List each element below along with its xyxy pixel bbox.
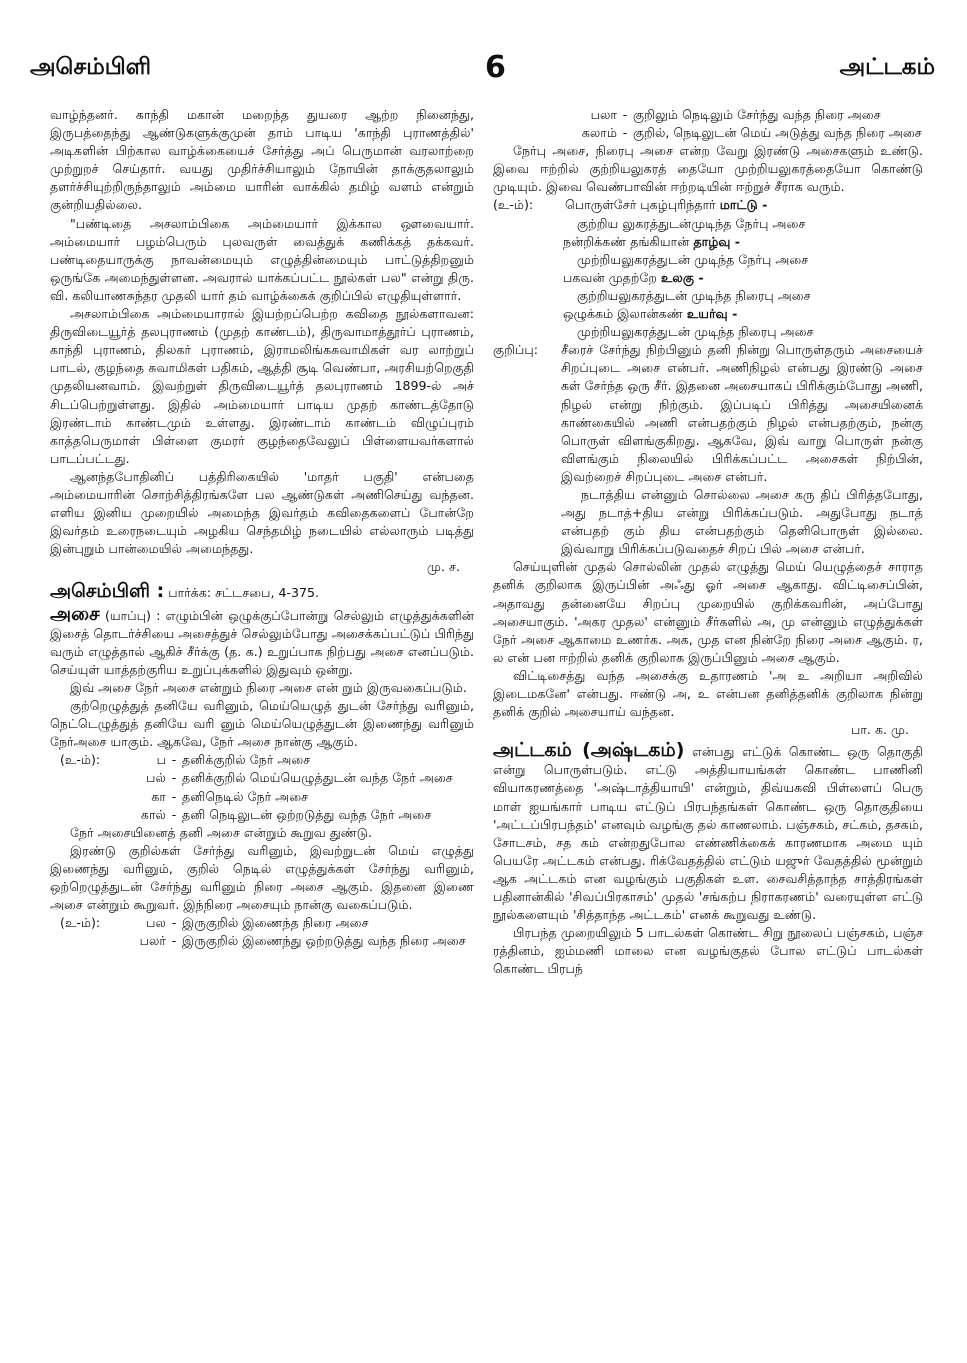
author-initials: பா. க. மு. [850, 722, 909, 738]
page-number: 6 [485, 50, 506, 85]
example-row [50, 932, 474, 950]
example-desc: குற்றிய லுகரத்துடன்முடிந்த நேர்பு அசை [577, 215, 806, 231]
verse-line: நன்றிக்கண் தங்கியான் [563, 233, 690, 249]
paragraph: இரண்டு குறில்கள் சேர்ந்து வரினும், இவற்றுடன் மெய் எழுத்து இணைந்து வரினும், குறில் நெடில் எழுத்துக்கள் சேர்ந்து வரினும், ஒற்றெழுத்துடன் சேர்ந்து வரினும் நிரை அசை ஆகும். இதனை இணை அசை என்றும் கூறுவர். இந்நிரை அசையும் நான்கு வகைப்படும். [50, 842, 474, 913]
example-label: (உ-ம்): [493, 197, 534, 213]
entry-title: அசெம்பிளி : [50, 580, 165, 603]
page-header [30, 50, 935, 98]
paragraph: செய்யுளின் முதல் சொல்லின் முதல் எழுத்து மெய் யெழுத்தைச் சாராத தனிக் குறிலாக இருப்பின் அஃது ஓர் அசை ஆகாது. விட்டிசைப்பின், அதாவது தன்னையே சிறப்பு முறையில் குறிக்கவரின், அப்போது அசையாகும். 'அகர முதல' என்னும் சீர்களில் அ, மு என்னும் எழுத்துக்கள் நேர் அசை ஆகாமை உணர்க. அக, முத என நின்றே நிரை அசை ஆகும். ர, ல என் பன ஈற்றில் தனிக் குறிலாக இருப்பினும் அசை ஆகும். [493, 559, 923, 665]
paragraph: ஆனந்தபோதினிப் பத்திரிகையில் 'மாதர் பகுதி' என்பதை அம்மையாரின் சொற்சித்திரங்களே பல ஆண்டுகள் அணிசெய்து வந்தன. எளிய இனிய முறையில் அமைந்த இவர்தம் கவிதைகளைப் போன்றே இவர்தம் உரைநடையும் அழகிய செந்தமிழ் நடையில் எல்லாரும் படித்து இன்புறும் பான்மையில் அமைந்தது. [50, 468, 474, 557]
dash: - [171, 933, 177, 949]
author-initials: மு. ச. [427, 559, 460, 575]
example-desc: தனிநெடில் நேர் அசை [182, 788, 309, 804]
example-term: பலர் [139, 933, 166, 949]
example-row [50, 914, 474, 932]
entry-text: என்பது எட்டுக் கொண்ட ஒரு தொகுதி என்று பொருள்படும். எட்டு அத்தியாயங்கள் கொண்ட பாணினி வியாகரணத்தை 'அஷ்டாத்தியாயி' என்றும், திவ்யகவி பிள்ளைப் பெரு மாள் ஐயங்கார் பாடிய எட்டுப் பிரபந்தங்கள் கொண்ட ஒரு தொகுதியை 'அட்டப்பிரபந்தம்' எனவும் வழங்கு தல் காணலாம். பஞ்சகம், சட்கம், தசகம், சோடசம், சத கம் என்றதுபோல எண்ணிக்கைக் காரணமாக அமை யும் பெயரே அட்டகம் என்பது. ரிக்வேதத்தில் எட்டும் யஜுர் வேதத்தில் மூன்றும் ஆக அட்டகம் என வழங்கும் பகுதிகள் உள. சைவசித்தாந்த சாத்திரங்கள் பதினான்கில் 'சிவப்பிரகாசம்' முதல் 'சங்கற்ப நிராகரணம்' வரையுள்ள எட்டு நூல்களையும் 'சித்தாந்த அட்டகம்' எனக் கூறுவது உண்டு. [493, 744, 923, 923]
header-right-keyword: அட்டகம் [839, 54, 935, 80]
example-term: பலா [590, 107, 617, 122]
example-label: (உ-ம்): [60, 752, 101, 768]
example-row [50, 751, 474, 769]
example-desc: குற்றியலுகரத்துடன் முடிந்த நிரைபு அசை [577, 287, 811, 303]
verse-line: பகவன் முதற்றே [563, 269, 657, 285]
left-column [50, 106, 474, 1351]
entry-title: அசை [50, 602, 100, 625]
dash: - [171, 770, 177, 786]
right-column [493, 106, 923, 1351]
example-line [493, 196, 923, 214]
example-line [493, 305, 923, 323]
example-desc: குறிலும் நெடிலும் சேர்ந்து வந்த நிரை அசை [633, 107, 881, 122]
paragraph: நேர்பு அசை, நிரைபு அசை என்ற வேறு இரண்டு அசைகளும் உண்டு. இவை ஈற்றில் குற்றியலுகரத் தையோ முற்றியலுகரத்தையோ கொண்டு முடியும். இவை வெண்பாவின் ஈற்றடியின் ஈற்றுச் சீராக வரும். [493, 143, 923, 195]
paragraph: அசலாம்பிகை அம்மையாரால் இயற்றப்பெற்ற கவிதை நூல்களாவன: திருவிடையூர்த் தலபுராணம் (முதற் காண்டம்), திருவாமாத்தூர்ப் புராணம், காந்தி புராணம், திலகர் புராணம், இராமலிங்கசுவாமிகள் வர லாற்றுப் பாடல், குழந்தை சுவாமிகள் பதிகம், ஆத்தி சூடி வெண்பா, அரசியற்றெகுதி முதலியனவாம். இவற்றுள் திருவிடையூர்த் தலபுராணம் 1899-ல் அச் சிடப்பெற்றுள்ளது. இதில் அம்மையார் பாடிய முதற் காண்டத்தோடு இரண்டாம் காண்டமும் உள்ளது. இரண்டாம் காண்டம் விழுப்புரம் காத்தபெருமாள் பிள்ளை குமரர் குழந்தைவேலுப் பிள்ளையவர்களால் பாடப்பட்டது. [50, 306, 474, 466]
example-term: கலாம் [581, 125, 617, 141]
paragraph: விட்டிசைத்து வந்த அசைக்கு உதாரணம் 'அ உ அறியா அறிவில் இடைமகனே' என்பது. ஈண்டு அ, உ என்பன தனித்தனிக் குறிலாக நின்று தனிக் குறில் அசையாய் வந்தன. [493, 667, 923, 720]
verse-word: தாழ்வு - [693, 233, 741, 249]
dash: - [171, 752, 177, 768]
example-term: ப [156, 752, 166, 768]
verse-line: ஒழுக்கம் இலான்கண் [563, 306, 683, 322]
example-desc: தனிக்குறில் மெய்யெழுத்துடன் வந்த நேர் அசை [182, 770, 453, 786]
header-left-keyword: அசெம்பிளி [30, 54, 152, 80]
dash: - [622, 125, 628, 141]
example-block [493, 196, 923, 341]
example-label: (உ-ம்): [60, 915, 101, 931]
paragraph: நேர் அசையினைத் தனி அசை என்றும் கூறுவ துண்டு. [70, 824, 373, 840]
example-term: பல் [146, 770, 166, 786]
example-block [50, 751, 474, 823]
example-term: கா [151, 788, 166, 804]
example-desc: தனிக்குறில் நேர் அசை [182, 752, 311, 768]
note-text: நடாத்திய என்னும் சொல்லை அசை கரு திப் பிரித்தபோது, அது நடாத்+திய என்று பிரிக்கப்படும். அதுபோது நடாத் என்பதற் கும் திய என்பதற்கும் தெளிபொருள் இல்லை. இவ்வாறு பிரிக்கப்படுவதைச் சிறப் பில் அசை என்பர். [561, 486, 923, 557]
example-desc: இருகுறில் இணைந்து ஒற்றடுத்து வந்த நிரை அசை [182, 933, 466, 949]
entry-heading-asembly [50, 582, 474, 602]
example-desc: தனி நெடிலுடன் ஒற்றடுத்து வந்த நேர் அசை [182, 806, 432, 822]
example-block [50, 914, 474, 950]
dash: - [171, 806, 177, 822]
paragraph: வாழ்ந்தனர். காந்தி மகான் மறைந்த துயரை ஆற்ற நினைந்து, இருபத்தைந்து ஆண்டுகளுக்குமுன் தாம் பாடிய 'காந்தி புராணத்தில்' அடிகளின் பிற்கால வாழ்க்கையைச் சேர்த்து அப் பெருமான் வரலாற்றை முற்றுறச் செய்தார். வயது முதிர்ச்சியாலும் நோயின் தாக்குதலாலும் தளர்ச்சியுற்றிருந்தாலும் அம்மை யாரின் வாக்கில் தமிழ் வளம் என்றும் குன்றியதில்லை. [50, 107, 474, 213]
note-text: சீரைச் சேர்ந்து நிற்பினும் தனி நின்று பொருள்தரும் அசையைச் சிறப்புடை அசை என்பர். அணிநிழல் என்பது இரண்டு அசை கள் சேர்ந்த ஒரு சீர். இதனை அசையாகப் பிரிக்கும்போது அணி, நிழல் என்று நிற்கும். இப்படிப் பிரித்து அசையினைக் காண்கையில் அணி என்பதற்கும் நிழல் என்பதற்கும், நன்கு பொருள் விளங்குகிறது. ஆகவே, இவ் வாறு பொருள் நன்கு விளங்கும் நிலையில் பிரிக்கப்பட்ட அசைகள் நிற்பின், இவற்றைச் சிறப்புடை அசை என்பர். [561, 342, 923, 484]
cross-reference: பார்க்க: சட்டசபை, 4-375. [168, 585, 320, 601]
entry-title: அட்டகம் (அஷ்டகம்) [493, 739, 685, 762]
dash: - [171, 788, 177, 804]
paragraph: குற்றெழுத்துத் தனியே வரினும், மெய்யெழுத் துடன் சேர்ந்து வரினும், நெட்டெழுத்துத் தனியே வரி னும் மெய்யெழுத்துடன் இணைந்து வரினும் நேர்அசை யாகும். ஆகவே, நேர் அசை நான்கு ஆகும். [50, 698, 474, 750]
example-row [493, 106, 923, 124]
example-term: கால் [140, 806, 166, 822]
note-label: குறிப்பு: [493, 342, 538, 358]
verse-word: உலகு - [660, 269, 704, 285]
dash: - [622, 107, 628, 122]
entry-heading-attakam [493, 741, 923, 924]
example-row [50, 769, 474, 787]
example-desc: இருகுறில் இணைந்த நிரை அசை [182, 915, 369, 931]
example-desc: குறில், நெடிலுடன் மெய் அடுத்து வந்த நிரை அசை [633, 125, 922, 141]
example-term: பல [146, 915, 166, 931]
paragraph: பிரபந்த முறையிலும் 5 பாடல்கள் கொண்ட சிறு நூலைப் பஞ்சகம், பஞ்ச ரத்தினம், ஐம்மணி மாலை என வழங்குதல் போல எட்டுப் பாடல்கள் கொண்ட பிரபந் [493, 925, 923, 977]
note-block [493, 341, 923, 558]
paragraph: "பண்டிதை அசலாம்பிகை அம்மையார் இக்கால ஔவையார். அம்மையார் பழம்பெரும் புலவருள் வைத்துக் கணிக்கத் தக்கவர். பண்டிதையாருக்கு நாவன்மையும் எழுத்தின்மையும் பாட்டுத்திறனும் ஒருங்கே அமைந்துள்ளன. அவரால் யாக்கப்பட்ட நூல்கள் பல" என்று திரு. வி. கலியாணசுந்தர முதலி யார் தம் வாழ்க்கைக் குறிப்பில் எழுதியுள்ளார். [50, 215, 474, 303]
example-desc: முற்றியலுகரத்துடன் முடிந்த நேர்பு அசை [577, 251, 809, 267]
example-row [50, 806, 474, 824]
example-desc: முற்றியலுகரத்துடன் முடிந்த நிரைபு அசை [577, 324, 814, 340]
verse-word: உயர்வு - [686, 306, 738, 322]
verse-line: பொருள்சேர் புகழ்புரிந்தார் [565, 197, 716, 213]
dash: - [171, 915, 177, 931]
example-line [493, 233, 923, 251]
example-row [493, 124, 923, 142]
example-line [493, 269, 923, 287]
verse-word: மாட்டு - [719, 197, 768, 213]
paragraph: இவ் அசை நேர் அசை என்றும் நிரை அசை என் றும் இருவகைப்படும். [70, 679, 467, 695]
entry-text: (யாப்பு) : எழும்பின் ஒழுக்குப்போன்று செல்லும் எழுத்துக்களின் இசைத் தொடர்ச்சியை அசைத்துச் செல்லும்போது அசைக்கப்பட்டுப் பிரிந்து வரும் எழுத்தால் ஆகிச் சீர்க்கு (த. க.) உறுப்பாக நிற்பது அசை எனப்படும். செய்யுள் யாத்தற்குரிய உறுப்புக்களில் இதுவும் ஒன்று. [50, 607, 474, 677]
example-row [50, 788, 474, 806]
entry-heading-asai [50, 602, 474, 679]
